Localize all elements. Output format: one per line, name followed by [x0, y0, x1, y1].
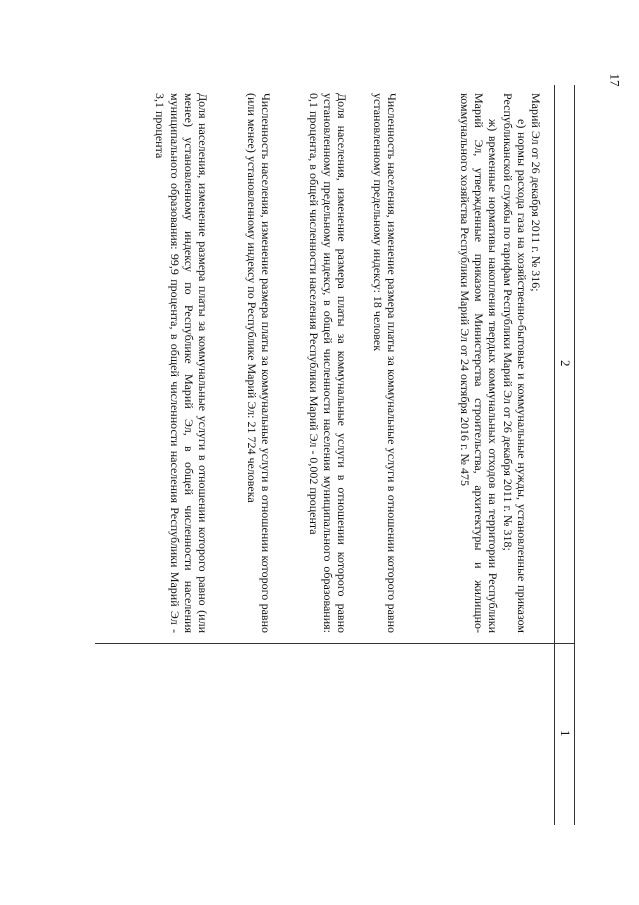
column-1-header: 1 — [558, 730, 573, 737]
column-divider — [95, 643, 575, 644]
paragraph-population-share-limit: Доля населения, изменение размера платы за коммунальные услуги в отношении которого равно установленному предельному индексу, в общей численности населения муниципального образования: 0,1 процента, в общей численности населения Республики Марий Эл - 0,002 процента — [306, 93, 349, 633]
norms-list — [458, 93, 543, 633]
table-header-divider — [554, 85, 555, 825]
column-2-header: 2 — [558, 360, 573, 367]
paragraph-population-count-index: Численность населения, изменение размера платы за коммунальные услуги в отношении которого равно (или менее) установленному индексу по Республике Марий Эл: 21 724 человека — [244, 93, 273, 633]
table-top-border — [574, 85, 575, 825]
paragraph-waste-norms: ж) временные нормативы накопления твердых коммунальных отходов на территории Республики Марий Эл, утвержденные приказом Министерства строительства, архитектуры и жилищно-коммунального хозяйства Республики Марий Эл от 24 октября 2016 г. № 475 — [457, 93, 501, 633]
paragraph-gas-norms: е) нормы расхода газа на хозяйственно-бытовые и коммунальные нужды, установленные приказом Республиканской службы по тарифам Республики Марий Эл от 26 декабря 2011 г. № 318; — [500, 93, 529, 633]
paragraph-population-count-limit: Численность населения, изменение размера платы за коммунальные услуги в отношении которого равно установленному предельному индексу: 18 человек — [370, 93, 399, 633]
rotated-table — [95, 85, 575, 825]
page-number: 17 — [607, 73, 623, 87]
paragraph-population-share-index: Доля населения, изменение размера платы за коммунальные услуги в отношении которого равно (или менее) установленному индексу по Республике Марий Эл, в общей численности населения муниципального образования: 99,9 процента, в общей численности населения Республики Марий Эл - 3,1 процента — [153, 93, 210, 633]
paragraph-regulation-316: Марий Эл от 26 декабря 2011 г. № 316; — [529, 93, 543, 292]
